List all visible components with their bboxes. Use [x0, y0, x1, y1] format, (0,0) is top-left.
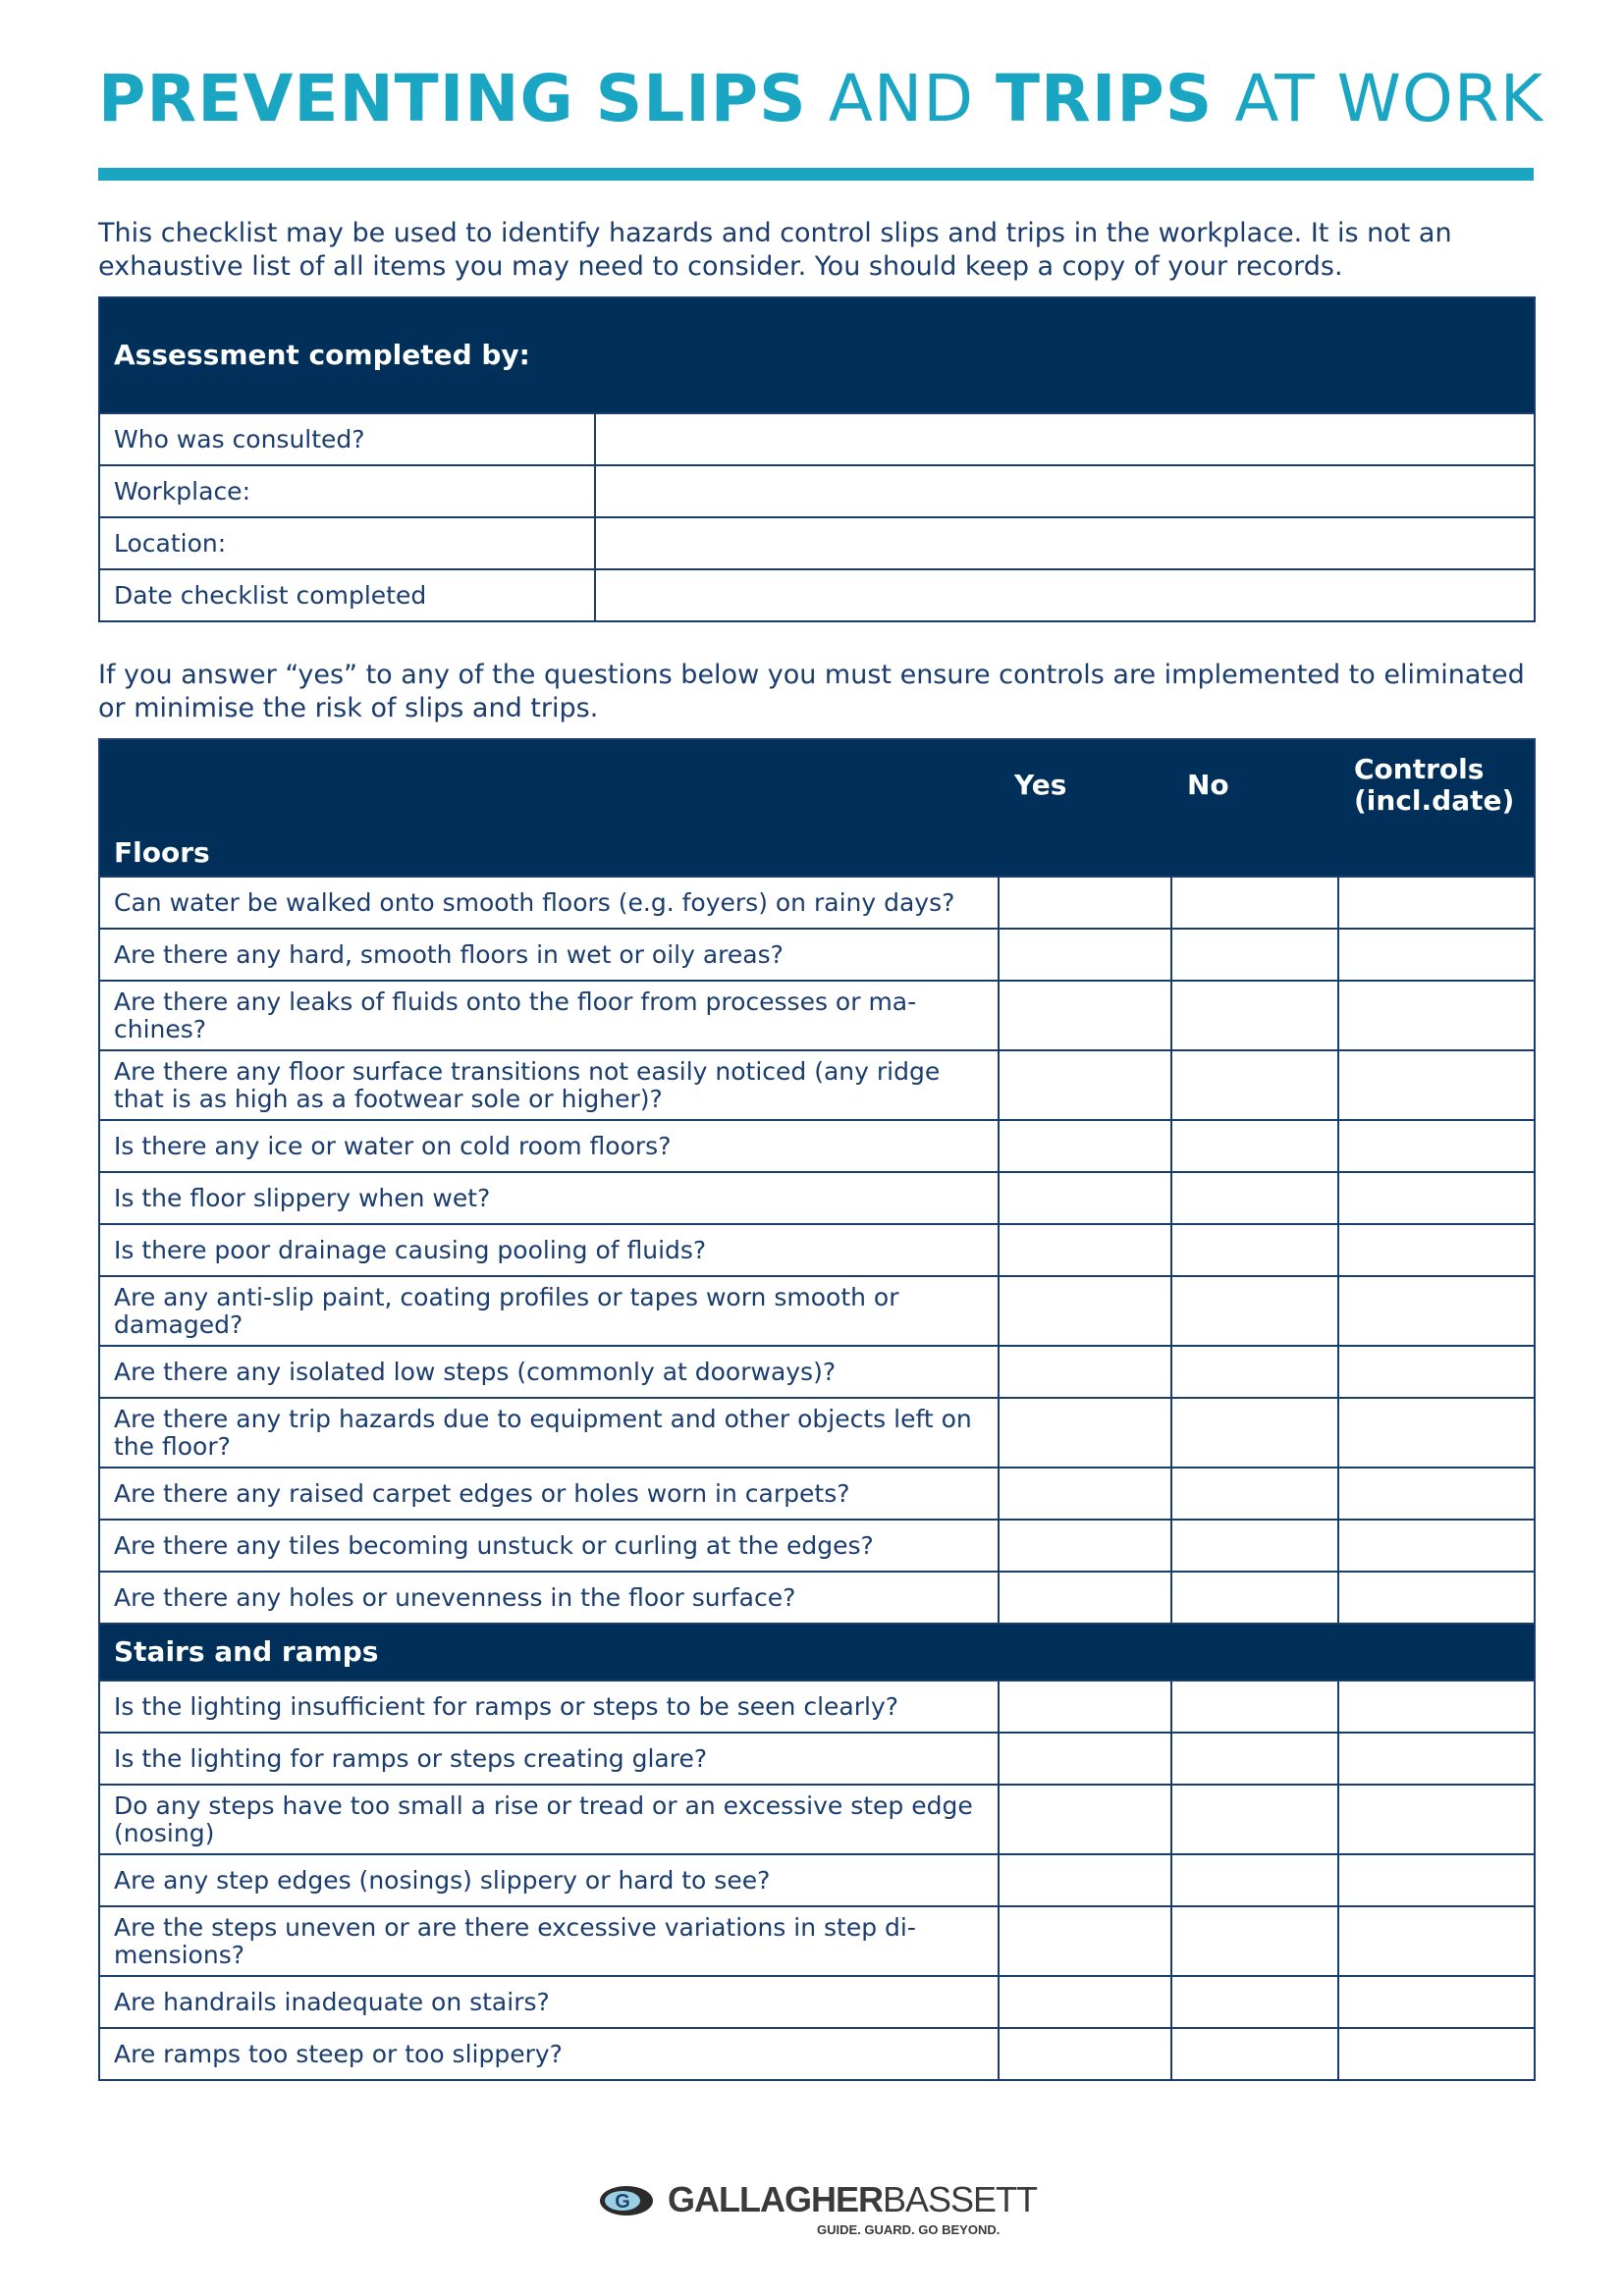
- yes-cell[interactable]: [999, 1572, 1171, 1624]
- logo-tagline: GUIDE. GUARD. GO BEYOND.: [817, 2222, 1001, 2237]
- no-cell[interactable]: [1171, 1172, 1338, 1224]
- assessment-label-date: Date checklist completed: [99, 569, 595, 621]
- question-text: Are there any raised carpet edges or holes worn in carpets?: [99, 1468, 999, 1520]
- no-cell[interactable]: [1171, 1785, 1338, 1854]
- no-cell[interactable]: [1171, 1520, 1338, 1572]
- checklist-row: [99, 1172, 1535, 1224]
- no-cell[interactable]: [1171, 1854, 1338, 1906]
- no-cell[interactable]: [1171, 1050, 1338, 1120]
- checklist-row: [99, 1520, 1535, 1572]
- checklist-table: [98, 738, 1536, 2081]
- question-text: Is the lighting insufficient for ramps or steps to be seen clearly?: [99, 1681, 999, 1733]
- no-cell[interactable]: [1171, 1572, 1338, 1624]
- checklist-row: [99, 1276, 1535, 1346]
- yes-cell[interactable]: [999, 1346, 1171, 1398]
- no-cell[interactable]: [1171, 2028, 1338, 2080]
- question-text: Is there any ice or water on cold room floors?: [99, 1120, 999, 1172]
- checklist-row: [99, 1976, 1535, 2028]
- checklist-row: [99, 929, 1535, 981]
- question-text: Are any anti-slip paint, coating profiles or tapes worn smooth or damaged?: [99, 1276, 999, 1346]
- question-text: Are there any hard, smooth floors in wet or oily areas?: [99, 929, 999, 981]
- no-cell[interactable]: [1171, 981, 1338, 1050]
- yes-cell[interactable]: [999, 877, 1171, 929]
- controls-cell[interactable]: [1338, 1906, 1535, 1976]
- question-text: Are there any trip hazards due to equipment and other objects left on the floor?: [99, 1398, 999, 1468]
- question-text: Are there any floor surface transitions not easily noticed (any ridge that is as high as a footwear sole or higher)?: [99, 1050, 999, 1120]
- yes-cell[interactable]: [999, 1172, 1171, 1224]
- no-cell[interactable]: [1171, 1733, 1338, 1785]
- checklist-row: [99, 2028, 1535, 2080]
- checklist-row: [99, 1681, 1535, 1733]
- yes-cell[interactable]: [999, 1050, 1171, 1120]
- controls-cell[interactable]: [1338, 1050, 1535, 1120]
- checklist-header-blank: [99, 739, 999, 829]
- controls-cell[interactable]: [1338, 2028, 1535, 2080]
- no-cell[interactable]: [1171, 929, 1338, 981]
- yes-cell[interactable]: [999, 1733, 1171, 1785]
- checklist-row: [99, 877, 1535, 929]
- yes-cell[interactable]: [999, 929, 1171, 981]
- checklist-row: [99, 1733, 1535, 1785]
- question-text: Is the lighting for ramps or steps creating glare?: [99, 1733, 999, 1785]
- checklist-row: [99, 1468, 1535, 1520]
- question-text: Are ramps too steep or too slippery?: [99, 2028, 999, 2080]
- question-text: Are handrails inadequate on stairs?: [99, 1976, 999, 2028]
- col-no-header: No: [1171, 739, 1338, 829]
- controls-cell[interactable]: [1338, 1224, 1535, 1276]
- controls-cell[interactable]: [1338, 1572, 1535, 1624]
- controls-cell[interactable]: [1338, 1398, 1535, 1468]
- controls-cell[interactable]: [1338, 1120, 1535, 1172]
- no-cell[interactable]: [1171, 1976, 1338, 2028]
- question-text: Are there any holes or unevenness in the floor surface?: [99, 1572, 999, 1624]
- no-cell[interactable]: [1171, 1120, 1338, 1172]
- col-controls-header: Controls (incl.date): [1338, 739, 1535, 829]
- gallagher-bassett-logo: [599, 2179, 1038, 2250]
- intro-text: This checklist may be used to identify hazards and control slips and trips in the workplace. It is not an exhaustive list of all items you may need to consider. You should keep a copy of your records.: [98, 218, 1452, 282]
- controls-cell[interactable]: [1338, 1733, 1535, 1785]
- no-cell[interactable]: [1171, 1224, 1338, 1276]
- floors-rows: [99, 877, 1535, 1624]
- checklist-row: [99, 1346, 1535, 1398]
- yes-cell[interactable]: [999, 1906, 1171, 1976]
- section-floors-header: Floors: [99, 829, 1535, 877]
- no-cell[interactable]: [1171, 1398, 1338, 1468]
- location-field[interactable]: [595, 517, 1535, 569]
- date-field[interactable]: [595, 569, 1535, 621]
- checklist-row: [99, 1050, 1535, 1120]
- no-cell[interactable]: [1171, 1276, 1338, 1346]
- controls-cell[interactable]: [1338, 1468, 1535, 1520]
- question-text: Are any step edges (nosings) slippery or hard to see?: [99, 1854, 999, 1906]
- controls-cell[interactable]: [1338, 1346, 1535, 1398]
- controls-cell[interactable]: [1338, 1172, 1535, 1224]
- logo-mark-icon: [599, 2183, 658, 2218]
- no-cell[interactable]: [1171, 1346, 1338, 1398]
- yes-cell[interactable]: [999, 1520, 1171, 1572]
- col-yes-header: Yes: [999, 739, 1171, 829]
- controls-cell[interactable]: [1338, 1785, 1535, 1854]
- assessment-header: Assessment completed by:: [99, 297, 1535, 413]
- question-text: Is there poor drainage causing pooling of fluids?: [99, 1224, 999, 1276]
- section-stairs-header: Stairs and ramps: [99, 1624, 1535, 1681]
- yes-cell[interactable]: [999, 1224, 1171, 1276]
- yes-cell[interactable]: [999, 1976, 1171, 2028]
- svg-text:G: G: [615, 2191, 630, 2213]
- question-text: Are there any tiles becoming unstuck or curling at the edges?: [99, 1520, 999, 1572]
- checklist-row: [99, 1398, 1535, 1468]
- yes-cell[interactable]: [999, 1468, 1171, 1520]
- stairs-rows: [99, 1681, 1535, 2080]
- assessment-label-consulted: Who was consulted?: [99, 413, 595, 465]
- consulted-field[interactable]: [595, 413, 1535, 465]
- checklist-row: [99, 981, 1535, 1050]
- checklist-row: [99, 1785, 1535, 1854]
- page-title: PREVENTING SLIPS AND TRIPS AT WORK: [98, 61, 1543, 136]
- workplace-field[interactable]: [595, 465, 1535, 517]
- controls-cell[interactable]: [1338, 981, 1535, 1050]
- question-text: Is the floor slippery when wet?: [99, 1172, 999, 1224]
- checklist-row: [99, 1120, 1535, 1172]
- controls-cell[interactable]: [1338, 1520, 1535, 1572]
- no-cell[interactable]: [1171, 877, 1338, 929]
- controls-cell[interactable]: [1338, 877, 1535, 929]
- assessment-table: [98, 296, 1536, 622]
- checklist-row: [99, 1854, 1535, 1906]
- controls-cell[interactable]: [1338, 1976, 1535, 2028]
- no-cell[interactable]: [1171, 1906, 1338, 1976]
- no-cell[interactable]: [1171, 1681, 1338, 1733]
- title-divider: [98, 168, 1534, 181]
- controls-cell[interactable]: [1338, 929, 1535, 981]
- yes-cell[interactable]: [999, 1681, 1171, 1733]
- checklist-row: [99, 1906, 1535, 1976]
- yes-cell[interactable]: [999, 1785, 1171, 1854]
- logo-name-part2: BASSETT: [883, 2179, 1038, 2219]
- question-text: Can water be walked onto smooth floors (e.g. foyers) on rainy days?: [99, 877, 999, 929]
- question-text: Are there any leaks of fluids onto the floor from processes or ma-chines?: [99, 981, 999, 1050]
- yes-cell[interactable]: [999, 981, 1171, 1050]
- assessment-label-location: Location:: [99, 517, 595, 569]
- logo-name-part1: GALLAGHER: [668, 2179, 883, 2219]
- checklist-row: [99, 1224, 1535, 1276]
- controls-cell[interactable]: [1338, 1276, 1535, 1346]
- yes-cell[interactable]: [999, 2028, 1171, 2080]
- question-text: Are there any isolated low steps (commonly at doorways)?: [99, 1346, 999, 1398]
- yes-cell[interactable]: [999, 1398, 1171, 1468]
- instruction-text: If you answer “yes” to any of the questions below you must ensure controls are implemented to eliminated or minimise the risk of slips and trips.: [98, 660, 1525, 723]
- question-text: Do any steps have too small a rise or tread or an excessive step edge (nosing): [99, 1785, 999, 1854]
- controls-cell[interactable]: [1338, 1854, 1535, 1906]
- no-cell[interactable]: [1171, 1468, 1338, 1520]
- yes-cell[interactable]: [999, 1120, 1171, 1172]
- assessment-label-workplace: Workplace:: [99, 465, 595, 517]
- yes-cell[interactable]: [999, 1276, 1171, 1346]
- checklist-row: [99, 1572, 1535, 1624]
- controls-cell[interactable]: [1338, 1681, 1535, 1733]
- question-text: Are the steps uneven or are there excessive variations in step di-mensions?: [99, 1906, 999, 1976]
- yes-cell[interactable]: [999, 1854, 1171, 1906]
